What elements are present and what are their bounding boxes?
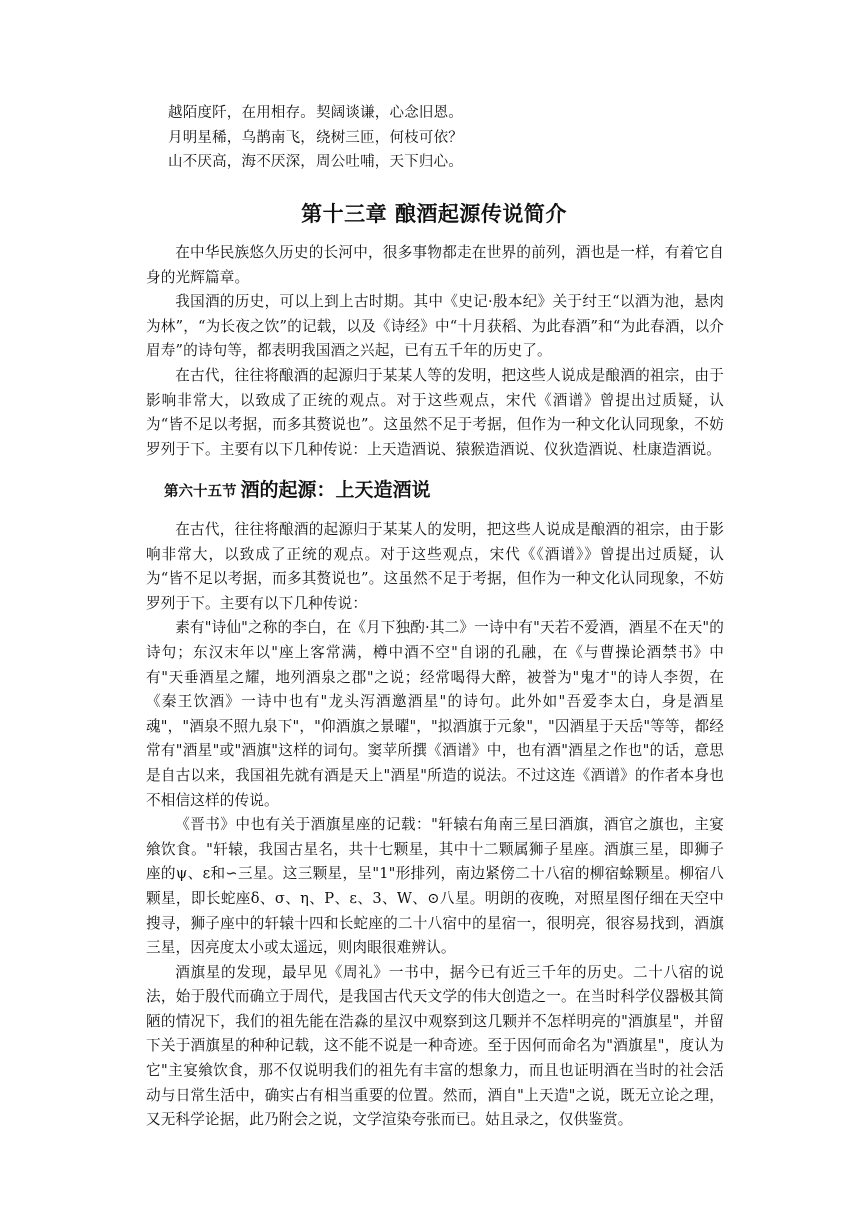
poem-line (168, 150, 728, 175)
section-number: 第六十五节 (164, 484, 237, 500)
chapter-paragraph: 在古代，往往将酿酒的起源归于某某人等的发明，把这些人说成是酿酒的祖宗，由于影响非常大，以致成了正统的观点。对于这些观点，宋代《酒谱》曾提出过质疑，认为“皆不足以考据，而多其赘说也”。这虽然不足于考据，但作为一种文化认同现象，不妨罗列于下。主要有以下几种传说：上天造酒说、猿猴造酒说、仪狄造酒说、杜康造酒说。 (146, 366, 724, 458)
poem-line-first-half: 山不厌高，海不厌深， (168, 154, 315, 170)
section-paragraph: 酒旗星的发现，最早见《周礼》一书中，据今已有近三千年的历史。二十八宿的说法，始于殷代而确立于周代，是我国古代天文学的伟大创造之一。在当时科学仪器极其简陋的情况下，我们的祖先能在浩淼的星汉中观察到这几颗并不怎样明亮的"酒旗星"，并留下关于酒旗星的种种记载，这不能不说是一种奇迹。至于因何而命名为"酒旗星"，度认为它"主宴飨饮食，那不仅说明我们的祖先有丰富的想象力，而且也证明酒在当时的社会活动与日常生活中，确实占有相当重要的位置。然而，酒自"上天造"之说，既无立论之理，又无科学论据，此乃附会之说，文学渲染夸张而已。姑且录之，仅供鉴赏。 (146, 963, 724, 1129)
poem-line-first-half: 越陌度阡，在用相存。 (168, 105, 315, 121)
section-title: 酒的起源：上天造酒说 (240, 479, 431, 501)
section-paragraph: 在古代，往往将酿酒的起源归于某某人的发明，把这些人说成是酿酒的祖宗，由于影响非常大，以致成了正统的观点。对于这些观点，宋代《《酒谱》》曾提出过质疑，认为“皆不足以考据，而多其赘说也”。这虽然不足于考据，但作为一种文化认同现象，不妨罗列于下。主要有以下几种传说： (146, 521, 724, 612)
section-body (146, 518, 724, 1133)
section-heading (164, 476, 431, 506)
poem-line-first-half: 月明星稀，乌鹊南飞， (168, 129, 315, 146)
poem-line-second-half: 周公吐哺，天下归心。 (316, 154, 463, 170)
chapter-paragraph: 我国酒的历史，可以上到上古时期。其中《史记·殷本纪》关于纣王“以酒为池，悬肉为林”，“为长夜之饮”的记载，以及《诗经》中“十月获稻、为此春酒”和“为此春酒，以介眉寿”的诗句等，都表明我国酒之兴起，已有五千年的历史了。 (146, 293, 724, 360)
chapter-title: 第十三章 酿酒起源传说简介 (301, 202, 567, 226)
section-paragraph: 《晋书》中也有关于酒旗星座的记载："轩辕右角南三星曰酒旗，酒官之旗也，主宴飨饮食。"轩辕，我国古星名，共十七颗星，其中十二颗属狮子星座。酒旗三星，即狮子座的ψ、ε和∽三星。这三颗星，呈"1"形排列，南边紧傍二十八宿的柳宿蜍颗星。柳宿八颗星，即长蛇座δ、σ、η、Ρ、ε、3、W、⊙八星。明朗的夜晚，对照星图仔细在天空中搜寻，狮子座中的轩辕十四和长蛇座的二十八宿中的星宿一，很明亮，很容易找到，酒旗三星，因亮度太小或太遥远，则肉眼很难辨认。 (146, 816, 724, 957)
chapter-paragraph: 在中华民族悠久历史的长河中，很多事物都走在世界的前列，酒也是一样，有着它自身的光辉篇章。 (146, 244, 724, 286)
section-paragraph: 素有"诗仙"之称的李白，在《月下独酌·其二》一诗中有"天若不爱酒，酒星不在天"的诗句；东汉末年以"座上客常满，樽中酒不空"自诩的孔融，在《与曹操论酒禁书》中有"天垂酒星之耀，地列酒泉之郡"之说；经常喝得大醉，被誉为"鬼才"的诗人李贺，在《秦王饮酒》一诗中也有"龙头泻酒邀酒星"的诗句。此外如"吾爱李太白，身是酒星魂"，"酒泉不照九泉下"，"仰酒旗之景曜"，"拟酒旗于元象"，"囚酒星于天岳"等等，都经常有"酒星"或"酒旗"这样的词句。窦苹所撰《酒谱》中，也有酒"酒星之作也"的话，意思是自古以来，我国祖先就有酒是天上"酒星"所造的说法。不过这连《酒谱》的作者本身也不相信这样的传说。 (146, 619, 724, 809)
chapter-body (146, 241, 724, 462)
poem-line-second-half: 契阔谈谦，心念旧恩。 (316, 105, 463, 121)
poem-block (168, 101, 728, 175)
poem-line-second-half: 绕树三匝，何枝可依？ (316, 129, 463, 146)
poem-line (168, 126, 728, 151)
poem-line (168, 101, 728, 126)
